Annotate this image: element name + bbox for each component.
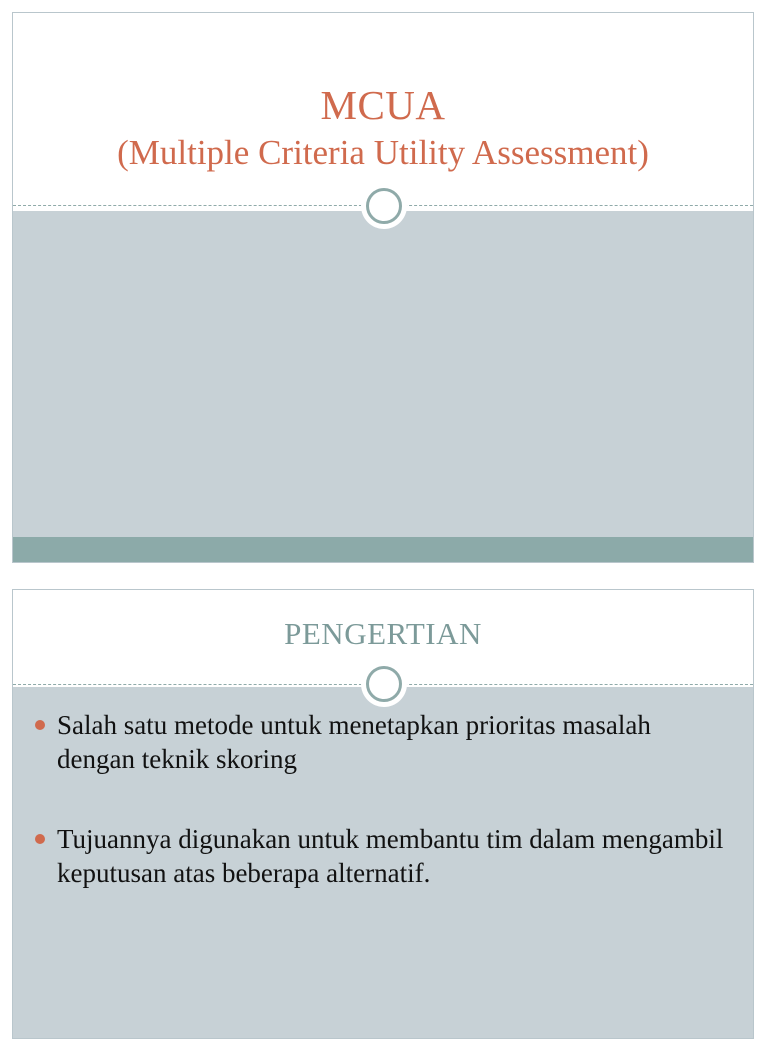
ring-ornament-icon [361,183,407,229]
bullet-text: Tujuannya digunakan untuk membantu tim dalam mengambil keputusan atas beberapa alternatif. [57,824,724,888]
bullet-dot-icon [35,834,45,844]
bullet-list [33,708,733,936]
slide-1-body [13,211,753,537]
footer-bar [13,537,753,563]
slide-1 [12,12,754,563]
bullet-dot-icon [35,720,45,730]
bullet-item [33,822,733,890]
slide-1-header [13,13,753,211]
slide-subtitle: (Multiple Criteria Utility Assessment) [117,133,649,172]
ring-ornament-icon [361,661,407,707]
bullet-text: Salah satu metode untuk menetapkan prioritas masalah dengan teknik skoring [57,710,651,774]
bullet-item [33,708,733,776]
slide-title: MCUA [320,82,446,128]
slide-2 [12,589,754,1039]
section-title: PENGERTIAN [284,616,482,651]
